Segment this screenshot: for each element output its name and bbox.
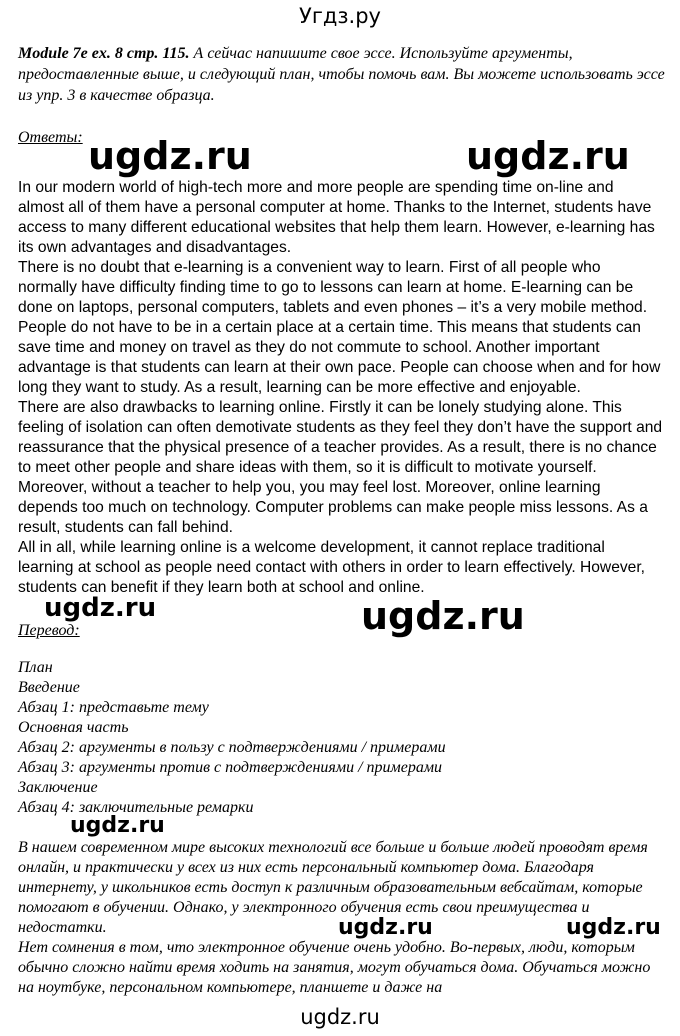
answer-paragraph: There is no doubt that e-learning is a convenient way to learn. First of all people who normally have difficulty finding time to go to lessons can learn at home. E-learning can be done on laptops, personal computers, tablets and even phones – it’s a very mobile method. People do not have to be in a certain place at a certain time. This means that students can save time and money on travel as they do not commute to school. Another important advantage is that students can learn at their own pace. People can choose when and for how long they want to study. As a result, learning can be more effective and enjoyable.	[18, 259, 661, 396]
watermark: ugdz.ru	[466, 134, 630, 178]
watermark: ugdz.ru	[70, 813, 165, 838]
watermark: ugdz.ru	[361, 594, 525, 638]
plan-line: Абзац 3: аргументы против с подтверждениями / примерами	[18, 759, 443, 776]
plan-line: Абзац 1: представьте тему	[18, 699, 209, 716]
plan-line: Абзац 4: заключительные ремарки	[18, 799, 254, 816]
answer-paragraph: All in all, while learning online is a welcome development, it cannot replace traditional learning at school as people need contact with others in order to learn effectively. However, students can benefit if they learn both at school and online.	[18, 539, 646, 596]
plan-line: Основная часть	[18, 719, 129, 736]
translation-label: Перевод:	[18, 622, 80, 639]
footer-site-link[interactable]: ugdz.ru	[300, 1005, 380, 1029]
task-description	[18, 43, 668, 106]
answer-essay	[18, 178, 663, 598]
watermark: ugdz.ru	[338, 915, 433, 940]
watermark: ugdz.ru	[88, 134, 252, 178]
essay-plan	[18, 658, 663, 818]
translation-paragraph: В нашем современном мире высоких технологий все больше и больше людей проводят время онлайн, и практически у всех из них есть персональный компьютер дома. Благодаря интернету, у школьников есть доступ к различным образовательным вебсайтам, которые помогают в обучении. Однако, у электронного обучения есть свои преимущества и недостатки.	[18, 839, 648, 936]
translation-paragraph: Нет сомнения в том, что электронное обучение очень удобно. Во-первых, люди, которым обычно сложно найти время ходить на занятия, могут обучаться дома. Обучаться можно на ноутбуке, персональном компьютере, планшете и даже на	[18, 939, 651, 996]
task-instruction: А сейчас напишите свое эссе. Используйте аргументы, предоставленные выше, и следующий план, чтобы помочь вам. Вы можете использовать эссе из упр. 3 в качестве образца.	[18, 45, 665, 104]
watermark: ugdz.ru	[44, 593, 157, 623]
plan-line: Введение	[18, 679, 80, 696]
watermark: ugdz.ru	[566, 915, 661, 940]
answer-paragraph: There are also drawbacks to learning online. Firstly it can be lonely studying alone. This feeling of isolation can often demotivate students as they feel they don’t have the support and reassurance that the physical presence of a teacher provides. As a result, there is no chance to meet other people and share ideas with them, so it is difficult to motivate yourself. Moreover, without a teacher to help you, you may feel lost. Moreover, online learning depends too much on technology. Computer problems can make people miss lessons. As a result, students can fall behind.	[18, 399, 663, 536]
site-title: Угдз.ру	[299, 4, 381, 28]
task-reference: Module 7e ex. 8 стр. 115.	[18, 45, 190, 62]
plan-line: Заключение	[18, 779, 98, 796]
plan-line: Абзац 2: аргументы в пользу с подтверждениями / примерами	[18, 739, 446, 756]
plan-line: План	[18, 659, 53, 676]
answers-label: Ответы:	[18, 129, 83, 146]
answer-paragraph: In our modern world of high-tech more and more people are spending time on-line and almost all of them have a personal computer at home. Thanks to the Internet, students have access to many different educational websites that help them learn. However, e-learning has its own advantages and disadvantages.	[18, 179, 655, 256]
